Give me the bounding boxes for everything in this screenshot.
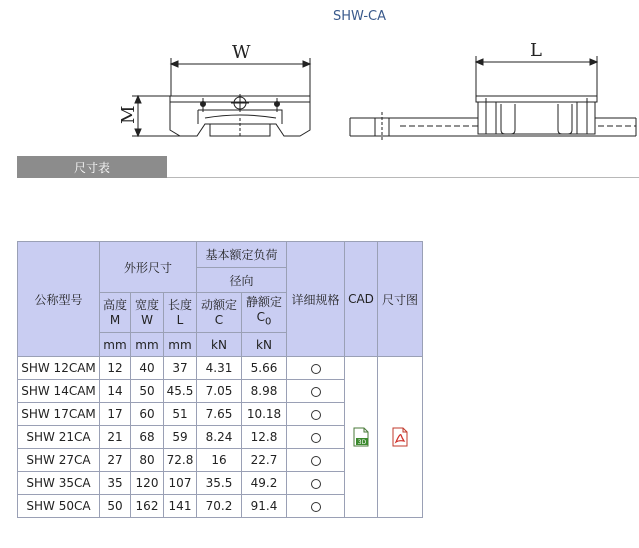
circle-icon[interactable] bbox=[311, 433, 321, 443]
unit-mm: mm bbox=[131, 333, 164, 357]
header-model-no: 公称型号 bbox=[18, 242, 100, 357]
cell-length: 72.8 bbox=[164, 449, 197, 472]
cell-height: 14 bbox=[100, 380, 131, 403]
cell-length: 45.5 bbox=[164, 380, 197, 403]
cell-model: SHW 50CA bbox=[18, 495, 100, 518]
cell-width: 162 bbox=[131, 495, 164, 518]
cell-width: 120 bbox=[131, 472, 164, 495]
circle-icon[interactable] bbox=[311, 456, 321, 466]
cell-height: 21 bbox=[100, 426, 131, 449]
header-width: 宽度 W bbox=[131, 293, 164, 333]
cell-width: 40 bbox=[131, 357, 164, 380]
cell-static: 10.18 bbox=[242, 403, 287, 426]
cell-length: 51 bbox=[164, 403, 197, 426]
cell-dynamic: 35.5 bbox=[197, 472, 242, 495]
cell-model: SHW 14CAM bbox=[18, 380, 100, 403]
circle-icon[interactable] bbox=[311, 364, 321, 374]
cell-dynamic: 16 bbox=[197, 449, 242, 472]
cell-static: 49.2 bbox=[242, 472, 287, 495]
cell-dynamic: 8.24 bbox=[197, 426, 242, 449]
cell-static: 5.66 bbox=[242, 357, 287, 380]
cell-dynamic: 7.05 bbox=[197, 380, 242, 403]
header-static: 静额定 $C_0$ bbox=[242, 293, 287, 333]
cad-3d-file-icon[interactable] bbox=[352, 427, 370, 447]
header-dim-drawing: 尺寸图 bbox=[378, 242, 423, 357]
cell-height: 27 bbox=[100, 449, 131, 472]
table-row bbox=[18, 357, 423, 380]
circle-icon[interactable] bbox=[311, 387, 321, 397]
header-detail-spec: 详细规格 bbox=[287, 242, 345, 357]
product-drawing bbox=[0, 0, 639, 150]
circle-icon[interactable] bbox=[311, 502, 321, 512]
section-divider bbox=[167, 177, 639, 178]
cell-width: 68 bbox=[131, 426, 164, 449]
cell-model: SHW 35CA bbox=[18, 472, 100, 495]
length-label: L bbox=[530, 40, 542, 61]
unit-kn: kN bbox=[197, 333, 242, 357]
detail-spec-link[interactable] bbox=[287, 380, 345, 403]
header-length: 长度 L bbox=[164, 293, 197, 333]
cell-static: 91.4 bbox=[242, 495, 287, 518]
detail-spec-link[interactable] bbox=[287, 426, 345, 449]
section-tab-dimensions: 尺寸表 bbox=[17, 156, 167, 178]
height-label: M bbox=[118, 105, 139, 124]
cell-width: 60 bbox=[131, 403, 164, 426]
drawing-download-cell[interactable] bbox=[378, 357, 423, 518]
width-label: W bbox=[232, 42, 251, 63]
pdf-file-icon[interactable] bbox=[392, 427, 408, 447]
detail-spec-link[interactable] bbox=[287, 449, 345, 472]
cell-height: 17 bbox=[100, 403, 131, 426]
cell-static: 8.98 bbox=[242, 380, 287, 403]
svg-text:3D: 3D bbox=[357, 439, 367, 446]
header-load-rating: 基本额定负荷 bbox=[197, 242, 287, 268]
header-cad: CAD bbox=[345, 242, 378, 357]
unit-mm: mm bbox=[100, 333, 131, 357]
cell-length: 107 bbox=[164, 472, 197, 495]
model-title: SHW-CA bbox=[333, 9, 387, 24]
circle-icon[interactable] bbox=[311, 410, 321, 420]
header-outer-dims: 外形尺寸 bbox=[100, 242, 197, 293]
cell-dynamic: 7.65 bbox=[197, 403, 242, 426]
cell-height: 35 bbox=[100, 472, 131, 495]
header-dynamic: 动额定 C bbox=[197, 293, 242, 333]
cell-width: 50 bbox=[131, 380, 164, 403]
header-radial: 径向 bbox=[197, 268, 287, 293]
cell-model: SHW 21CA bbox=[18, 426, 100, 449]
cad-download-cell[interactable] bbox=[345, 357, 378, 518]
unit-kn: kN bbox=[242, 333, 287, 357]
cell-static: 22.7 bbox=[242, 449, 287, 472]
cell-dynamic: 4.31 bbox=[197, 357, 242, 380]
cell-length: 59 bbox=[164, 426, 197, 449]
detail-spec-link[interactable] bbox=[287, 495, 345, 518]
circle-icon[interactable] bbox=[311, 479, 321, 489]
cell-height: 50 bbox=[100, 495, 131, 518]
cell-static: 12.8 bbox=[242, 426, 287, 449]
cell-length: 37 bbox=[164, 357, 197, 380]
cell-length: 141 bbox=[164, 495, 197, 518]
cell-width: 80 bbox=[131, 449, 164, 472]
detail-spec-link[interactable] bbox=[287, 472, 345, 495]
cell-model: SHW 12CAM bbox=[18, 357, 100, 380]
cell-model: SHW 17CAM bbox=[18, 403, 100, 426]
cell-model: SHW 27CA bbox=[18, 449, 100, 472]
cell-height: 12 bbox=[100, 357, 131, 380]
detail-spec-link[interactable] bbox=[287, 357, 345, 380]
header-height: 高度 M bbox=[100, 293, 131, 333]
detail-spec-link[interactable] bbox=[287, 403, 345, 426]
cell-dynamic: 70.2 bbox=[197, 495, 242, 518]
unit-mm: mm bbox=[164, 333, 197, 357]
dimension-table bbox=[17, 241, 423, 518]
